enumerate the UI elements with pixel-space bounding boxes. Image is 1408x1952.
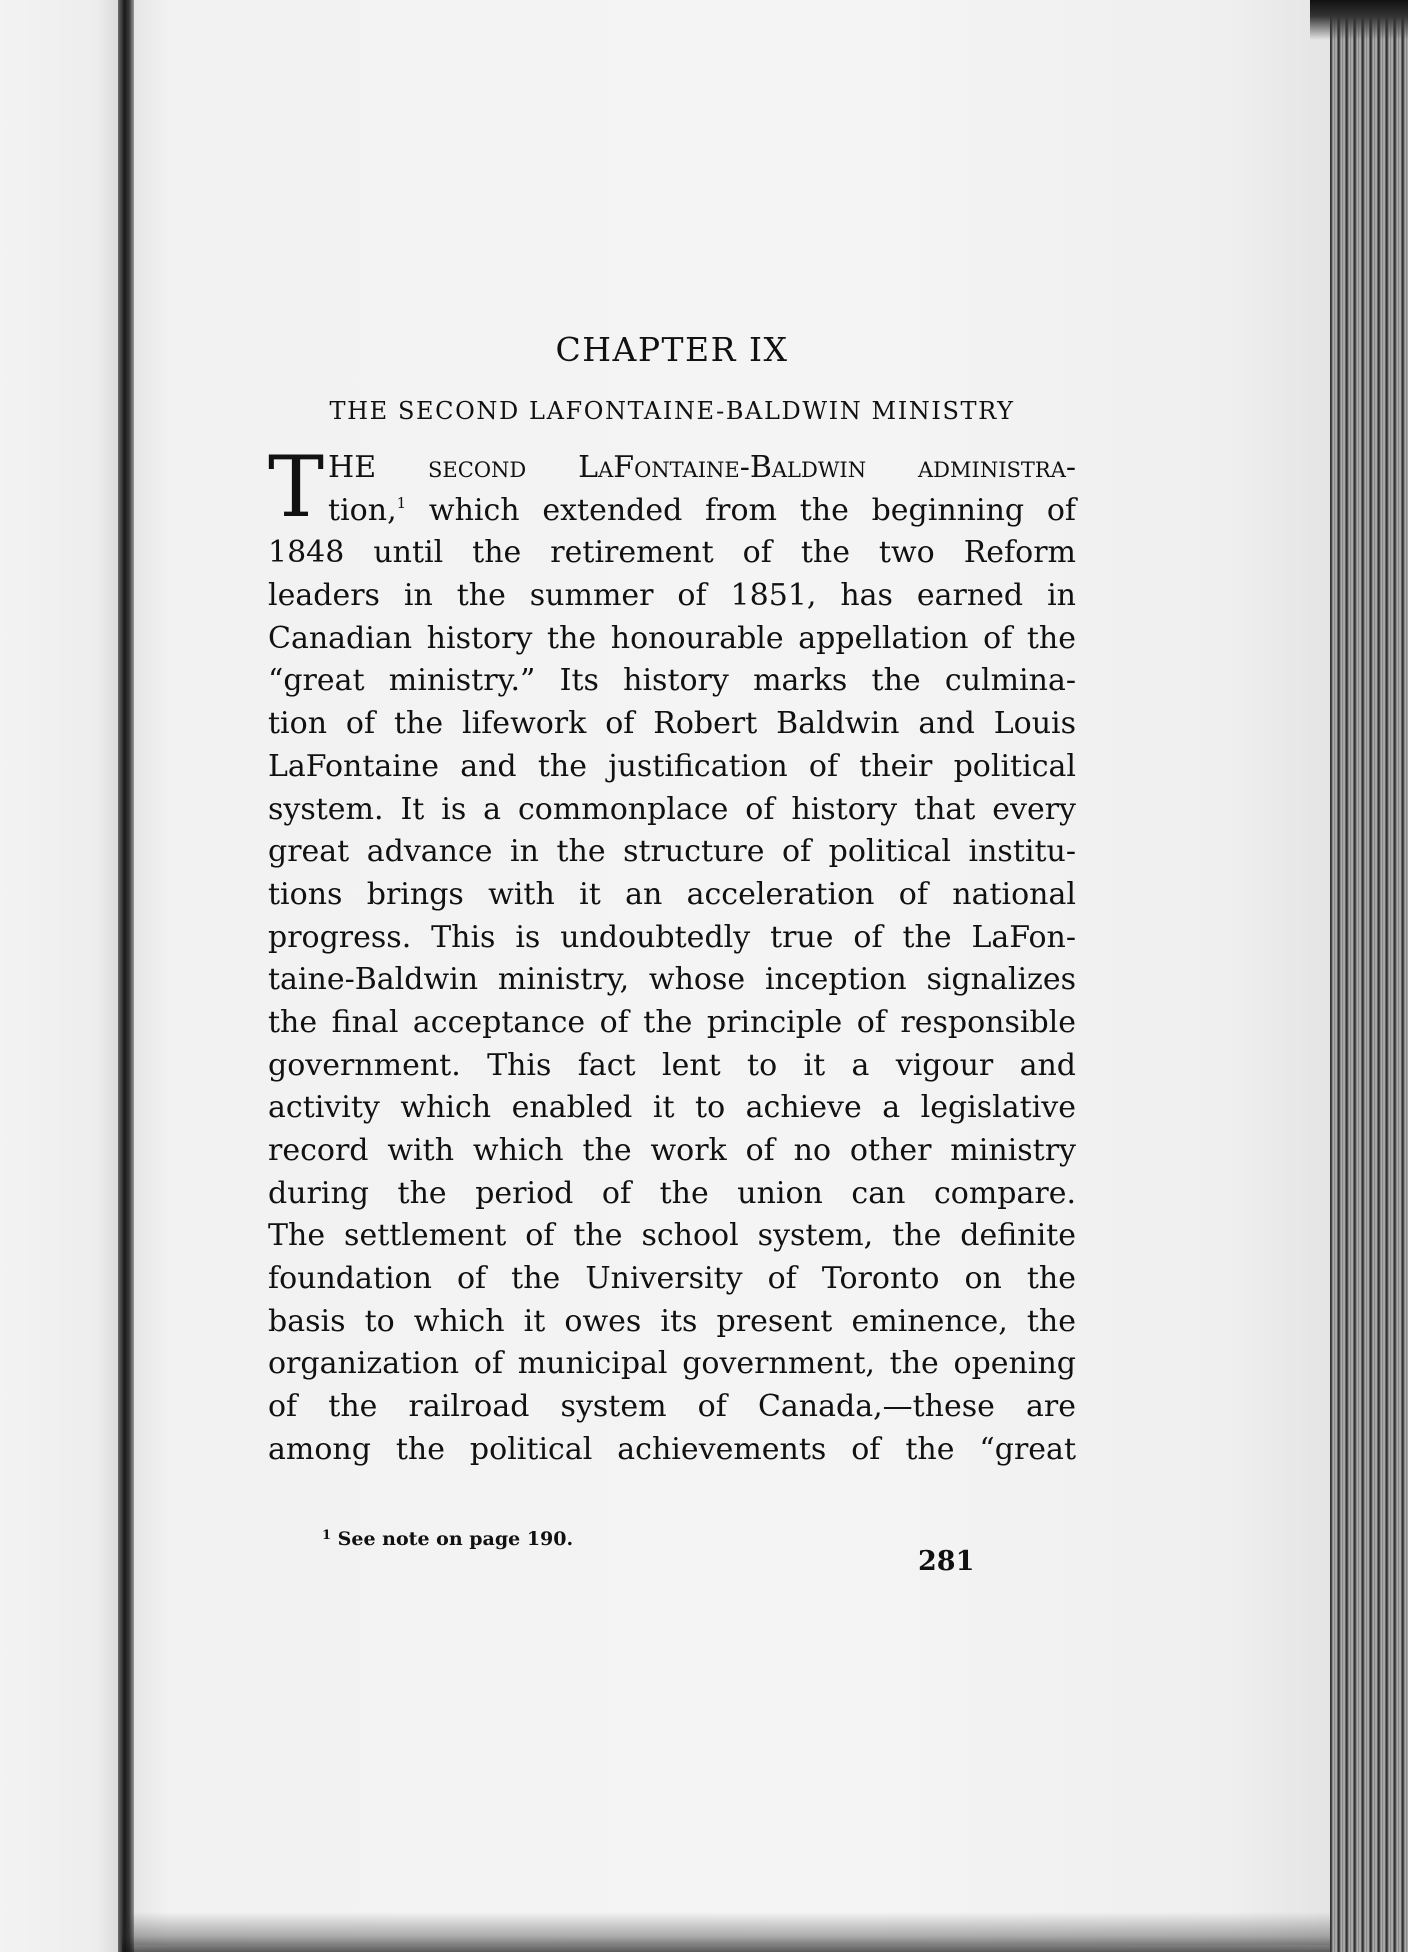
body-line: during the period of the union can compare. bbox=[268, 1175, 1076, 1211]
body-line: record with which the work of no other ministry bbox=[268, 1133, 1076, 1168]
body-line: among the political achievements of the “great bbox=[268, 1431, 1076, 1467]
book-gutter bbox=[118, 0, 134, 1952]
footnote-marker: 1 bbox=[322, 1528, 332, 1543]
body-line bbox=[268, 490, 1076, 533]
body-line: taine-Baldwin ministry, whose inception signalizes bbox=[268, 962, 1076, 998]
body-line: The settlement of the school system, the definite bbox=[268, 1218, 1076, 1254]
body-line: government. This fact lent to it a vigour and bbox=[268, 1047, 1076, 1083]
body-line: Canadian history the honourable appellation of the bbox=[268, 620, 1076, 656]
body-line: 1848 until the retirement of the two Reform bbox=[268, 535, 1076, 571]
footnote bbox=[322, 1528, 573, 1550]
body-line: “great ministry.” Its history marks the culmina- bbox=[268, 663, 1076, 699]
page-number: 281 bbox=[918, 1546, 975, 1577]
body-line: leaders in the summer of 1851, has earned in bbox=[268, 578, 1076, 614]
drop-cap: T bbox=[268, 438, 325, 536]
body-line: activity which enabled it to achieve a legislative bbox=[268, 1090, 1076, 1126]
page-bottom-shadow bbox=[122, 1912, 1352, 1952]
body-paragraph bbox=[268, 438, 1076, 1472]
page-fore-edge bbox=[1330, 0, 1408, 1952]
body-line: tion of the lifework of Robert Baldwin and Louis bbox=[268, 706, 1076, 742]
body-line: basis to which it owes its present eminence, the bbox=[268, 1303, 1076, 1339]
fore-edge-shadow bbox=[1310, 0, 1408, 40]
chapter-title: THE SECOND LAFONTAINE-BALDWIN MINISTRY bbox=[329, 397, 1015, 425]
body-line: great advance in the structure of political institu- bbox=[268, 834, 1076, 870]
body-line: of the railroad system of Canada,—these are bbox=[268, 1389, 1076, 1425]
first-line-text: HE second LaFontaine-Baldwin administra- bbox=[328, 450, 1076, 485]
chapter-number: CHAPTER IX bbox=[555, 330, 789, 369]
line-two-rest: which extended from the beginning of bbox=[406, 492, 1076, 528]
body-line: the final acceptance of the principle of responsible bbox=[268, 1004, 1076, 1040]
body-line: progress. This is undoubtedly true of the LaFon- bbox=[268, 919, 1076, 955]
body-line: foundation of the University of Toronto on the bbox=[268, 1261, 1076, 1297]
body-line: LaFontaine and the justification of their political bbox=[268, 748, 1076, 784]
left-page-edge bbox=[0, 0, 122, 1952]
body-line: tions brings with it an acceleration of national bbox=[268, 876, 1076, 912]
footnote-text: See note on page 190. bbox=[331, 1528, 574, 1550]
page-text-block bbox=[268, 330, 1076, 1472]
line-two-start: tion, bbox=[328, 492, 397, 528]
body-line bbox=[268, 447, 1076, 490]
body-line: system. It is a commonplace of history that every bbox=[268, 791, 1076, 827]
footnote-reference: 1 bbox=[396, 493, 407, 512]
body-line: organization of municipal government, the opening bbox=[268, 1346, 1076, 1382]
